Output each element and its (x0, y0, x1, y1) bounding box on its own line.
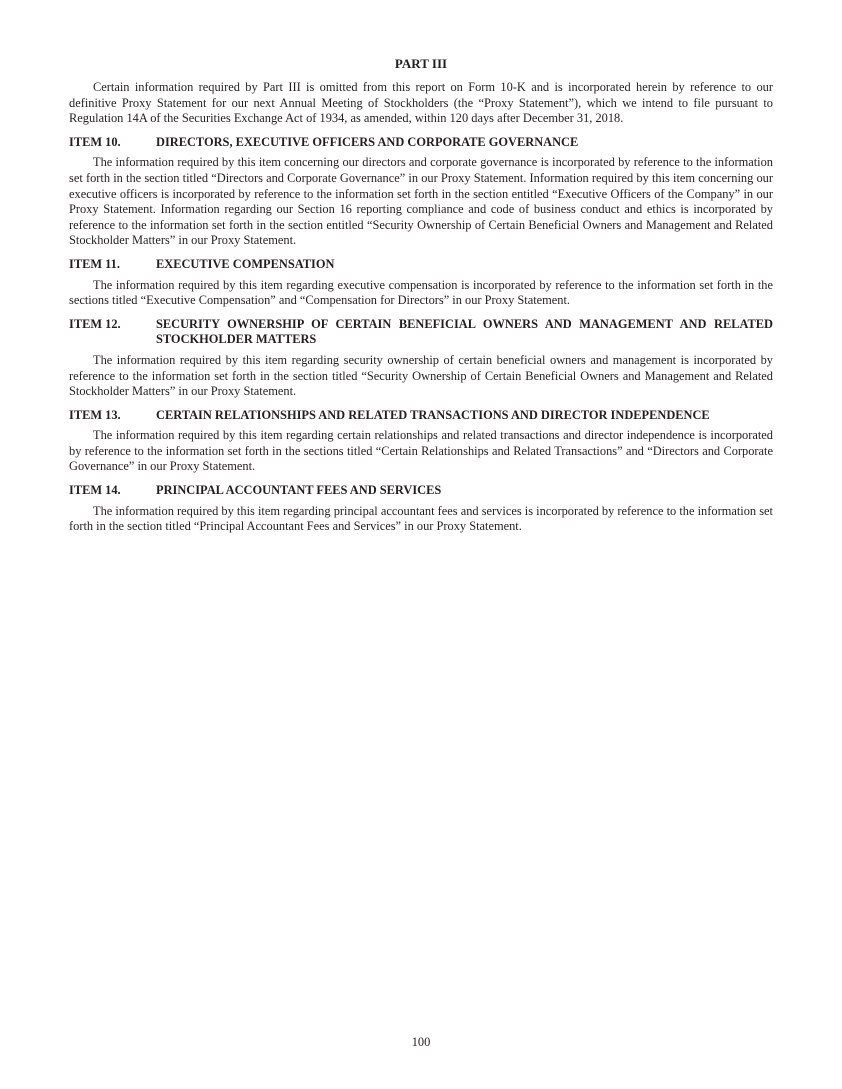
item-number: ITEM 12. (69, 316, 121, 331)
document-page (69, 56, 773, 535)
item-title: EXECUTIVE COMPENSATION (156, 256, 335, 271)
item-number: ITEM 14. (69, 483, 121, 498)
page-number: 100 (411, 1035, 431, 1049)
item-13-heading (69, 408, 773, 424)
item-title: CERTAIN RELATIONSHIPS AND RELATED TRANSACTIONS AND DIRECTOR INDEPENDENCE (156, 407, 710, 422)
item-10-paragraph: The information required by this item concerning our directors and corporate governance is incorporated by reference to the information set forth in the section titled “Directors and Corporate Governance” in our Proxy Statement. Information required by this item concerning our executive officers is incorporated by reference to the information set forth in the section entitled “Executive Officers of the Company” in our Proxy Statement. Information regarding our Section 16 reporting compliance and code of business conduct and ethics is incorporated by reference to the information set forth in the section entitled “Security Ownership of Certain Beneficial Owners and Management and Related Stockholder Matters” in our Proxy Statement. (69, 155, 773, 248)
item-10-heading (69, 135, 773, 151)
item-number: ITEM 11. (69, 256, 120, 271)
item-title: SECURITY OWNERSHIP OF CERTAIN BENEFICIAL OWNERS AND MANAGEMENT AND RELATED STOCKHOLDER MATTERS (156, 316, 773, 347)
item-number: ITEM 13. (69, 407, 121, 422)
item-11-paragraph: The information required by this item regarding executive compensation is incorporated by reference to the information set forth in the sections titled “Executive Compensation” and “Compensation for Directors” in our Proxy Statement. (69, 277, 773, 308)
item-12-heading (69, 317, 773, 348)
item-13-paragraph: The information required by this item regarding certain relationships and related transactions and director independence is incorporated by reference to the information set forth in the sections titled “Certain Relationships and Related Transactions” and “Directors and Corporate Governance” in our Proxy Statement. (69, 428, 773, 474)
item-14-paragraph: The information required by this item regarding principal accountant fees and services is incorporated by reference to the information set forth in the section titled “Principal Accountant Fees and Services” in our Proxy Statement. (69, 503, 773, 534)
item-title: DIRECTORS, EXECUTIVE OFFICERS AND CORPORATE GOVERNANCE (156, 134, 579, 149)
item-11-heading (69, 257, 773, 273)
part-title: PART III (394, 56, 448, 71)
item-14-heading (69, 483, 773, 499)
item-number: ITEM 10. (69, 134, 121, 149)
item-title: PRINCIPAL ACCOUNTANT FEES AND SERVICES (156, 483, 442, 498)
item-12-paragraph: The information required by this item regarding security ownership of certain beneficial owners and management is incorporated by reference to the information set forth in the section titled “Security Ownership of Certain Beneficial Owners and Management and Related Stockholder Matters” in our Proxy Statement. (69, 352, 773, 399)
intro-paragraph: Certain information required by Part III is omitted from this report on Form 10-K and is incorporated herein by reference to our definitive Proxy Statement for our next Annual Meeting of Stockholders (the “Proxy Statement”), which we intend to file pursuant to Regulation 14A of the Securities Exchange Act of 1934, as amended, within 120 days after December 31, 2018. (69, 80, 773, 126)
